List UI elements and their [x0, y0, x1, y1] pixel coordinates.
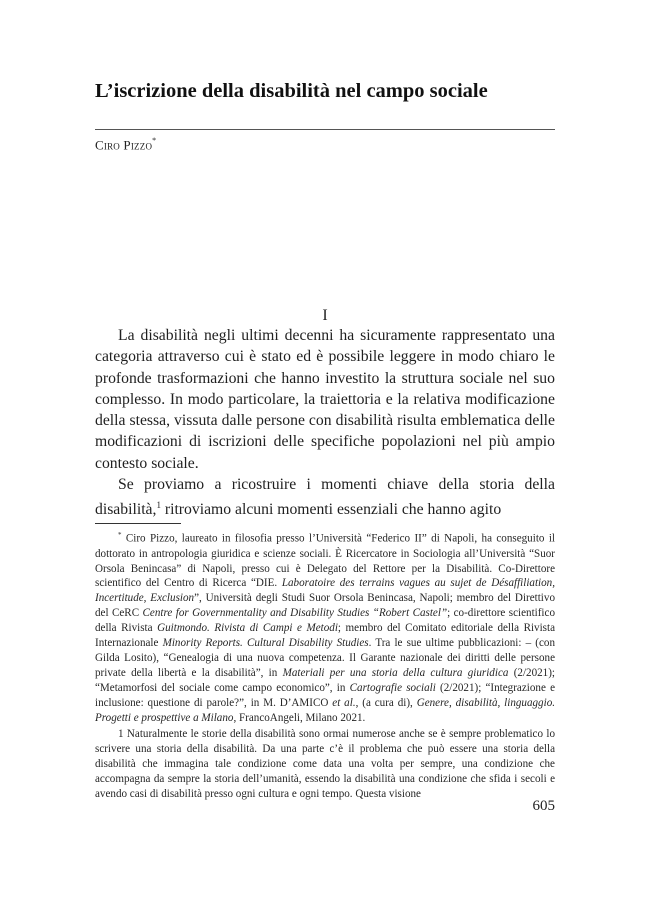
- footnote-text: ; co-direttore scientifico della Rivista: [95, 607, 555, 635]
- footnote-one: 1 Naturalmente le storie della disabilità sono ormai numerose anche se è sempre problematico lo scrivere una storia della disabilità. Da una parte c’è il problema che può essere una storia della disabilità che immagina tale condizione come data una volta per sempre, una condizione che accompagna da sempre la storia dell’umanità, essendo la disabilità una condizione che sfida i secoli e avendo casi di disabilità presso ogni cultura e ogni tempo. Questa visione: [95, 728, 555, 801]
- footnote-italic: et al.: [332, 696, 356, 709]
- body-text-run: ritroviamo alcuni momenti essenziali che hanno agito: [160, 501, 502, 519]
- footnote-text: (2/2021); “Metamorfosi del sociale come campo economico”, in: [95, 666, 555, 694]
- body-paragraph: [95, 474, 555, 521]
- footnote-text: Ciro Pizzo, laureato in filosofia presso l’Università “Federico II” di Napoli, ha conseguito il dottorato in antropologia giuridica e scienze sociali. È Ricercatore in Sociologia all’Università “Suor Orsola Benincasa” di Napoli, presso cui è Delegato del Rettore per la Disabilità. Co-Direttore scientifico del Centro di Ricerca “DIE.: [95, 532, 555, 590]
- author-name: Ciro Pizzo: [95, 137, 153, 153]
- footnote-reference[interactable]: 1: [156, 500, 161, 511]
- footnote-separator: [95, 523, 181, 524]
- author-line: [95, 137, 156, 153]
- footnote-text: ; membro del Comitato editoriale della Rivista Internazionale: [95, 622, 556, 650]
- footnote-italic: Laboratoire des terrains vagues au sujet de Désaffiliation, Incertitude, Exclusion: [95, 577, 555, 605]
- footnote-text: (2/2021); “Integrazione e inclusione: questione di parole?”, in M. D’AMICO: [95, 681, 555, 709]
- article-title: L’iscrizione della disabilità nel campo sociale: [95, 80, 488, 102]
- footnote-italic: Genere, disabilità, linguaggio. Progetti e prospettive a Milano: [95, 696, 556, 724]
- footnote-text: . Tra le sue ultime pubblicazioni: – (con Gilda Losito), “Genealogia di una nuova competenza. Il Garante nazionale dei diritti delle persone private della libertà e la disabilità”, in: [95, 637, 555, 679]
- footnotes: [95, 528, 555, 802]
- footnote-italic: Materiali per una storia della cultura giuridica: [282, 666, 509, 679]
- title-divider: [95, 129, 555, 130]
- body-text: [95, 325, 555, 521]
- body-paragraph: La disabilità negli ultimi decenni ha sicuramente rappresentato una categoria attraverso cui è stato ed è possibile leggere in modo chiaro le profonde trasformazioni che hanno investito la struttura sociale nel suo complesso. In modo particolare, la traiettoria e la relativa modificazione della stessa, vissuta dalle persone con disabilità risulta emblematica delle modificazioni di iscrizioni delle specifiche popolazioni nel più ampio contesto sociale.: [95, 327, 555, 472]
- footnote-italic: Cartografie sociali: [349, 681, 436, 694]
- footnote-text: , (a cura di),: [355, 696, 417, 709]
- section-number: I: [322, 307, 328, 324]
- footnote-mark: *: [118, 531, 122, 539]
- footnote-author: [95, 528, 555, 725]
- footnote-italic: Guitmondo. Rivista di Campi e Metodi: [157, 622, 338, 635]
- footnote-italic: Minority Reports. Cultural Disability Studies: [162, 637, 369, 650]
- footnote-italic: Centre for Governmentality and Disability Studies “Robert Castel”: [142, 607, 448, 620]
- page-number: 605: [532, 798, 555, 814]
- footnote-text: ”, Università degli Studi Suor Orsola Benincasa, Napoli; membro del Direttivo del CeRC: [95, 592, 555, 620]
- body-text-run: Se proviamo a ricostruire i momenti chiave della storia della disabilità,: [95, 476, 555, 519]
- author-footnote-mark[interactable]: *: [152, 136, 157, 145]
- footnote-text: , FrancoAngeli, Milano 2021.: [233, 711, 366, 724]
